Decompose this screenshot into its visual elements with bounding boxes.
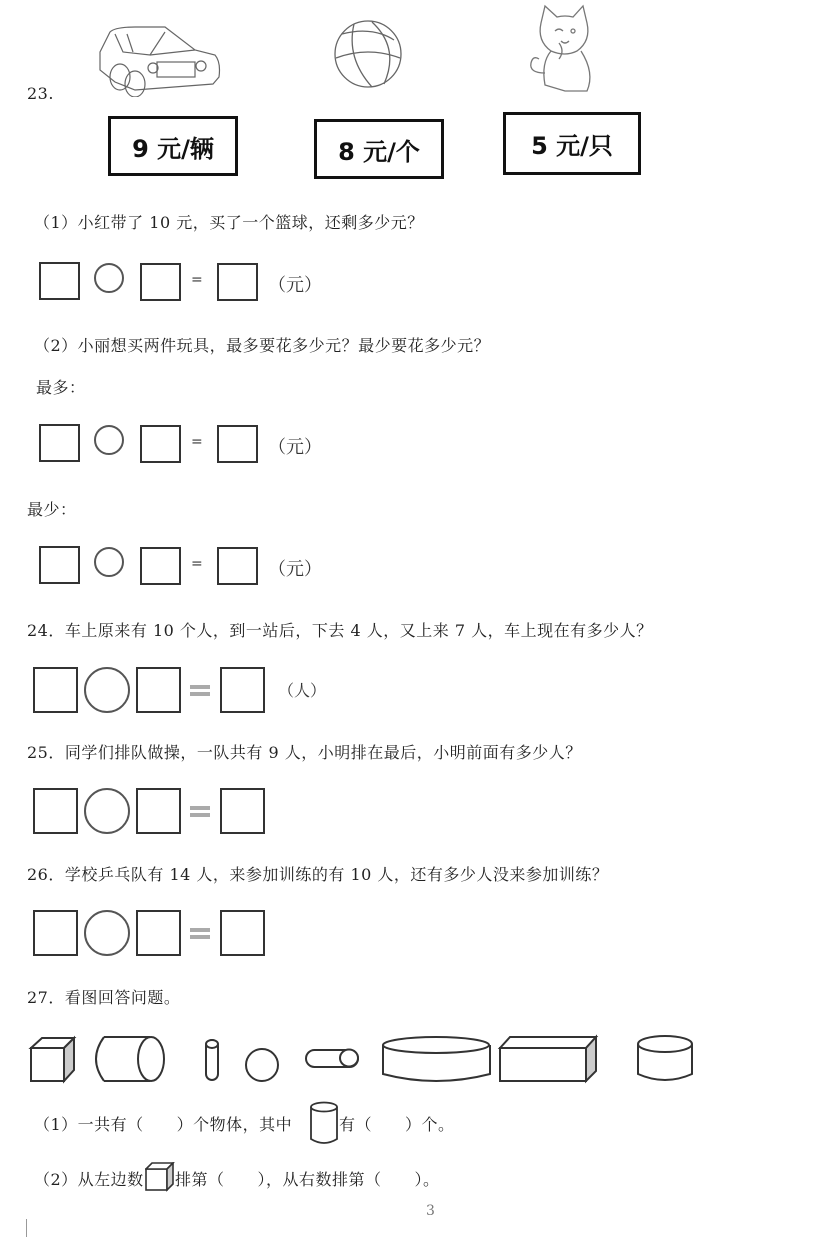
question-number-23: 23. xyxy=(27,84,54,103)
answer-box[interactable] xyxy=(136,788,181,834)
answer-box[interactable] xyxy=(217,425,258,463)
text-cursor xyxy=(26,1219,27,1237)
page-number: 3 xyxy=(426,1203,435,1219)
equals-sign xyxy=(190,685,210,696)
q27-part2-text-b: 排第（ ），从右数排第（ ）。 xyxy=(175,1170,440,1189)
most-label: 最多： xyxy=(36,378,86,397)
answer-box[interactable] xyxy=(217,547,258,585)
q27-part1-text-b: 有（ ）个。 xyxy=(339,1115,455,1134)
q27-part2-text-a: （2）从左边数 xyxy=(34,1170,144,1189)
shapes-row xyxy=(0,1030,819,1090)
cylinder-flat-icon xyxy=(383,1037,490,1081)
cat-icon xyxy=(525,3,605,99)
q23-part2-question: （2）小丽想买两件玩具，最多要花多少元？最少要花多少元？ xyxy=(34,336,491,355)
equals-sign: = xyxy=(191,272,203,288)
q25-question: 25．同学们排队做操，一队共有 9 人，小明排在最后，小明前面有多少人？ xyxy=(27,743,582,762)
least-label: 最少： xyxy=(27,500,77,519)
answer-box[interactable] xyxy=(39,546,80,584)
operator-circle[interactable] xyxy=(94,425,124,455)
cylinder-small-lying-icon xyxy=(306,1050,358,1068)
ball-icon xyxy=(332,18,404,90)
q27-question: 27．看图回答问题。 xyxy=(27,988,181,1007)
equals-sign xyxy=(190,806,210,817)
answer-box[interactable] xyxy=(33,788,78,834)
operator-circle[interactable] xyxy=(94,263,124,293)
q27-part1-text-a: （1）一共有（ ）个物体，其中 xyxy=(34,1115,293,1134)
cylinder-lying-icon xyxy=(96,1037,164,1081)
cuboid-icon xyxy=(500,1037,596,1081)
cylinder-short-icon xyxy=(638,1036,692,1080)
unit-label: （元） xyxy=(268,559,322,580)
sphere-icon xyxy=(246,1049,278,1081)
answer-box[interactable] xyxy=(220,667,265,713)
answer-box[interactable] xyxy=(33,667,78,713)
answer-box[interactable] xyxy=(140,547,181,585)
operator-circle[interactable] xyxy=(84,788,130,834)
answer-box[interactable] xyxy=(220,788,265,834)
cat-price-label: 5 元/只 xyxy=(503,112,641,175)
equals-sign xyxy=(190,928,210,939)
ball-price-label: 8 元/个 xyxy=(314,119,444,179)
answer-box[interactable] xyxy=(217,263,258,301)
unit-label: （元） xyxy=(268,437,322,458)
equals-sign: = xyxy=(191,556,203,572)
unit-label: （人） xyxy=(278,681,327,700)
cylinder-thin-icon xyxy=(206,1040,218,1080)
cube-icon xyxy=(31,1038,74,1081)
answer-box[interactable] xyxy=(136,667,181,713)
cylinder-inline-icon xyxy=(309,1101,339,1145)
q23-part1-question: （1）小红带了 10 元，买了一个篮球，还剩多少元？ xyxy=(34,213,424,232)
car-price-label: 9 元/辆 xyxy=(108,116,238,176)
answer-box[interactable] xyxy=(140,263,181,301)
car-icon xyxy=(95,22,225,97)
answer-box[interactable] xyxy=(140,425,181,463)
operator-circle[interactable] xyxy=(84,667,130,713)
cube-inline-icon xyxy=(145,1162,175,1192)
unit-label: （元） xyxy=(268,275,322,296)
answer-box[interactable] xyxy=(33,910,78,956)
answer-box[interactable] xyxy=(39,424,80,462)
answer-box[interactable] xyxy=(220,910,265,956)
answer-box[interactable] xyxy=(39,262,80,300)
equals-sign: = xyxy=(191,434,203,450)
operator-circle[interactable] xyxy=(94,547,124,577)
operator-circle[interactable] xyxy=(84,910,130,956)
q24-question: 24．车上原来有 10 个人，到一站后，下去 4 人，又上来 7 人，车上现在有多少人？ xyxy=(27,621,653,640)
q26-question: 26．学校乒乓队有 14 人，来参加训练的有 10 人，还有多少人没来参加训练？ xyxy=(27,865,609,884)
answer-box[interactable] xyxy=(136,910,181,956)
